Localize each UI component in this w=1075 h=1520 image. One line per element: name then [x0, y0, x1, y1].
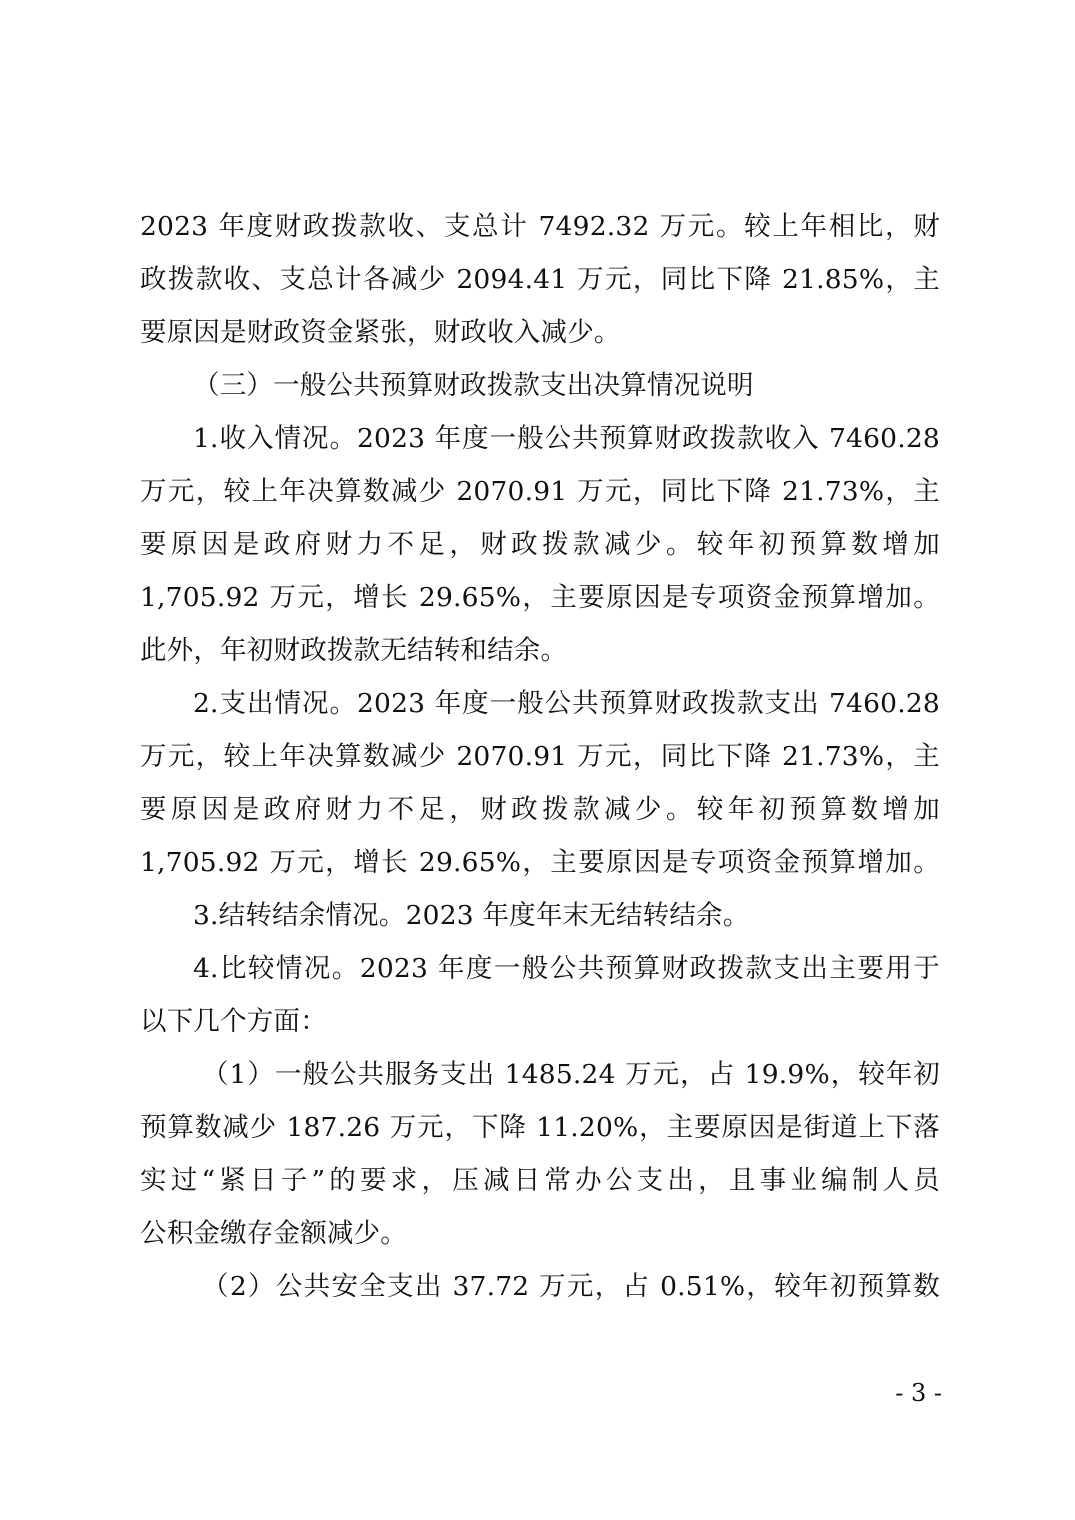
text-line: （2）公共安全支出 37.72 万元，占 0.51%，较年初预算数 — [202, 1271, 940, 1302]
text-line: 此外，年初财政拨款无结转和结余。 — [140, 635, 568, 666]
text-line: 要原因是财政资金紧张，财政收入减少。 — [140, 317, 621, 348]
text-line: 以下几个方面： — [140, 1006, 327, 1037]
text-line: 4.比较情况。2023 年度一般公共预算财政拨款支出主要用于 — [193, 953, 940, 984]
text-line: 1,705.92 万元，增长 29.65%，主要原因是专项资金预算增加。 — [140, 847, 940, 878]
text-line: 政拨款收、支总计各减少 2094.41 万元，同比下降 21.85%，主 — [140, 264, 940, 295]
page-number: - 3 - — [895, 1379, 942, 1407]
text-line: 2.支出情况。2023 年度一般公共预算财政拨款支出 7460.28 — [193, 688, 940, 719]
text-line: 3.结转结余情况。2023 年度年末无结转结余。 — [193, 900, 750, 931]
text-line: 万元，较上年决算数减少 2070.91 万元，同比下降 21.73%，主 — [140, 741, 940, 772]
text-line: 要原因是政府财力不足，财政拨款减少。较年初预算数增加 — [140, 794, 940, 825]
text-line: （三）一般公共预算财政拨款支出决算情况说明 — [193, 370, 754, 401]
text-line: 1.收入情况。2023 年度一般公共预算财政拨款收入 7460.28 — [193, 423, 940, 454]
text-line: （1）一般公共服务支出 1485.24 万元，占 19.9%，较年初 — [202, 1059, 940, 1090]
text-line: 万元，较上年决算数减少 2070.91 万元，同比下降 21.73%，主 — [140, 476, 940, 507]
text-line: 公积金缴存金额减少。 — [140, 1218, 407, 1249]
text-line: 实过“紧日子”的要求，压减日常办公支出，且事业编制人员 — [140, 1165, 940, 1196]
text-line: 预算数减少 187.26 万元，下降 11.20%，主要原因是街道上下落 — [140, 1112, 940, 1143]
body-text — [140, 200, 940, 1313]
text-line: 2023 年度财政拨款收、支总计 7492.32 万元。较上年相比，财 — [140, 211, 940, 242]
text-line: 要原因是政府财力不足，财政拨款减少。较年初预算数增加 — [140, 529, 940, 560]
text-line: 1,705.92 万元，增长 29.65%，主要原因是专项资金预算增加。 — [140, 582, 940, 613]
